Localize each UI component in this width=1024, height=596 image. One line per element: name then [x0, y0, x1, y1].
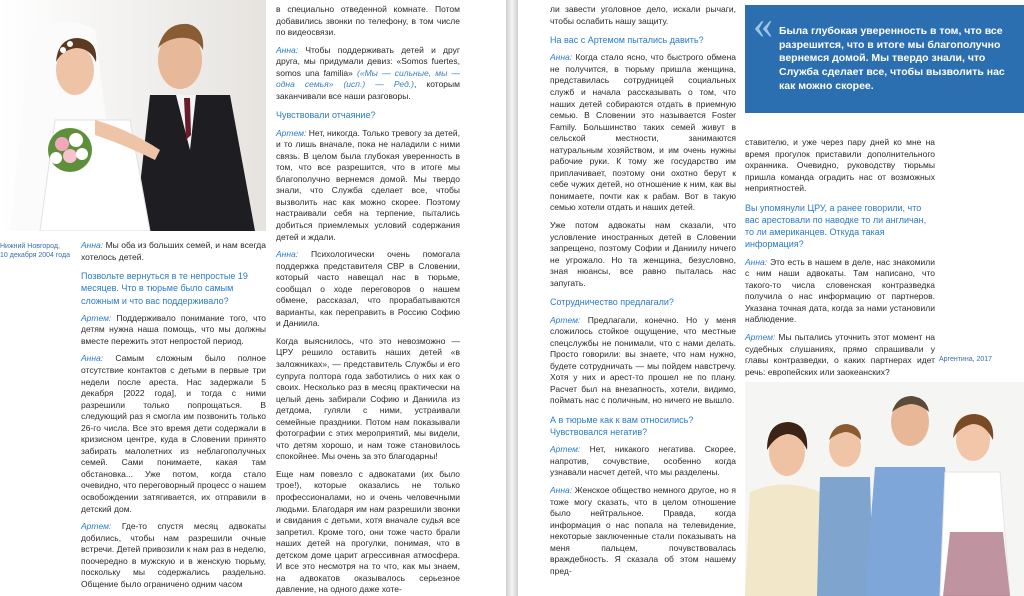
- speaker-label: Артем:: [550, 444, 581, 455]
- speaker-label: Анна:: [81, 353, 104, 364]
- speaker-label: Анна:: [550, 484, 573, 495]
- paragraph-text: Психологически очень помогала поддержка представителя СВР в Словении, который часто навещал нас в тюрьме, сообщал о ходе переговоров о нашем обмене, рассказал, что прорабатываются варианты, как переправить в Россию Софию и Даниила.: [276, 249, 460, 329]
- interview-paragraph: [550, 315, 736, 407]
- paragraph-text: Мы оба из больших семей, и нам всегда хотелось детей.: [81, 240, 266, 262]
- paragraph-text: ставителю, и уже через пару дней ко мне на время прогулок приставили дополнительного охранника. Очевидно, руководству тюрьмы пришла команда оградить нас от возможных неприятностей.: [745, 137, 935, 194]
- interview-paragraph: [550, 485, 736, 577]
- spread-gutter: [506, 0, 518, 596]
- paragraph-text: Когда стало ясно, что быстрого обмена не получится, в тюрьму пришла женщина, представилась сотрудницей социальных служб и начала рассказывать о том, что наших детей собираются отдать в приемную семью. В Словении это называется Foster Family. Большинство таких семей живут в сельской местности, занимаются натуральным хозяйством, и им очень нужны рабочие руки. К тому же государство им приплачивает, поэтому они охотно берут к себе чужих детей, но отношение к ним, как вы понимаете, почти как к рабам. Вот в такую семью хотели отдать и наших детей.: [550, 52, 736, 213]
- paragraph-text: Самым сложным было полное отсутствие контактов с детьми в первые три недели после ареста. Нас задержали 5 декабря [2022 года], и тогда с ними разрешили только попрощаться. В следующий раз я смогла им позвонить только 26-го числа. Все это время дети содержали в кризисном центре, куда в Словении принято забирать малолетних из неблагополучных семей. Сами понимаете, какая там обстановка... Уже потом, когда стало очевидно, что переговорный процесс о нашем освобождении затягивается, их отправили в детский дом.: [81, 353, 266, 514]
- wedding-photo-caption: Нижний Новгород, 10 декабря 2004 года: [0, 243, 71, 260]
- pull-quote-text: Была глубокая уверенность в том, что все разрешится, что в итоге мы благополучно вернемся домой. Мы твердо знали, что Служба сделает все, чтобы вызволить нас как можно скорее.: [779, 25, 1005, 92]
- interview-paragraph: [550, 444, 736, 479]
- editor-note: («Мы — сильные, мы — одна семья» (исп.) — Ред.): [276, 67, 460, 90]
- interview-paragraph: [81, 313, 266, 348]
- speaker-label: Артем:: [550, 314, 581, 325]
- pull-quote-box: [745, 2, 1024, 113]
- paragraph-text: Это есть в нашем в деле, нас знакомили с ним наши адвокаты. Там написано, что такого-то числа словенская контразведка получила о нас информацию от партнеров. Указана точная дата, когда за нами установили наблюдение.: [745, 256, 935, 325]
- speaker-label: Анна:: [745, 256, 768, 267]
- paragraph-text: Женское общество немного другое, но я тоже могу сказать, что в целом отношение было нейтральное. Правда, когда информация о нас попала на телевидение, некоторые заключенные стали показывать на меня пальцем, почувствовалась враждебность. Я сказала об этом нашему пред-: [550, 484, 736, 576]
- paragraph-text-continued: , которым заканчивали все наши разговоры.: [276, 79, 460, 101]
- right-column-2: [745, 137, 935, 384]
- interview-paragraph: [276, 4, 460, 39]
- paragraph-text: Чтобы поддерживать детей и друг друга, мы придумали девиз: «Somos fuertes, somos una familia»: [276, 44, 460, 78]
- speaker-label: Анна:: [276, 249, 299, 260]
- speaker-label: Артем:: [745, 331, 776, 342]
- family-photo: [745, 382, 1024, 596]
- speaker-label: Анна:: [550, 52, 573, 63]
- paragraph-text: Предлагали, конечно. Но у меня сложилось стойкое ощущение, что местные спецслужбы не понимали, что с нами делать. Просто говорили: вы знаете, что нам нужно, будете сотрудничать — мы пойдем навстречу. Хотя у них и арест-то прошел не по плану. Расчет был на внезапность, хотели, видимо, поймать нас с поличным, но ничего не вышло.: [550, 314, 736, 406]
- interview-paragraph: [81, 353, 266, 515]
- interview-paragraph: [276, 45, 460, 103]
- paragraph-text: Мы пытались уточнить этот момент на судебных слушаниях, прямо спрашивали у главы контразведки, о каких партнерах идет речь: европейских или заокеанских?: [745, 331, 935, 377]
- interview-paragraph: [550, 52, 736, 214]
- interview-paragraph: [81, 521, 266, 590]
- quote-mark-icon: «: [753, 2, 773, 47]
- family-photo-caption: Аргентина, 2017: [939, 356, 993, 363]
- interview-paragraph: [276, 249, 460, 330]
- interview-question: Позвольте вернуться в те непростые 19 месяцев. Что в тюрьме было самым сложным и что вас поддерживало?: [81, 271, 248, 306]
- interview-paragraph: [81, 240, 266, 263]
- interview-question: Сотрудничество предлагали?: [550, 297, 674, 308]
- family-photo-illustration: [745, 382, 1024, 596]
- interview-question: Чувствовали отчаяние?: [276, 110, 376, 121]
- paragraph-text: Когда выяснилось, что это невозможно — ЦРУ решило оставить наших детей «в заложниках», — представитель Службы и его супруга полтора года заботились о них как о своих. Несколько раз в месяц практически на целый день забирали Софию и Даниила из детдома, гуляли с ними, устраивали семейные праздники. Потом нам показывали фотографии с этих мероприятий, мы видели, что детям хорошо, и нам тоже становилось спокойнее. Мы очень за это благодарны!: [276, 335, 460, 462]
- paragraph-text: ли завести уголовное дело, искали рычаги, чтобы ослабить нашу защиту.: [550, 4, 736, 26]
- speaker-label: Анна:: [81, 240, 104, 250]
- interview-paragraph: [276, 336, 460, 463]
- left-column-2: [276, 4, 460, 596]
- interview-paragraph: [745, 137, 935, 195]
- paragraph-text: Еще нам повезло с адвокатами (их было трое!), которые оказались не только профессионалами, но и очень человечными людьми. Благодаря им нам разрешили звонки и свидания с детьми, хотя вначале судья все запретил. Кроме того, они тоже часто брали наших детей на прогулки, понимая, что в детском доме царит агрессивная атмосфера. И все это несмотря на то что, как мы знаем, на адвокатов оказывалось серьезное давление, на одного даже хоте-: [276, 468, 460, 595]
- wedding-photo-illustration: [0, 0, 266, 231]
- interview-question: На вас с Артемом пытались давить?: [550, 35, 704, 46]
- speaker-label: Анна:: [276, 44, 299, 55]
- wedding-photo: [0, 0, 266, 231]
- paragraph-text: Нет, никогда. Только тревогу за детей, и то лишь вначале, пока не наладили с ними связь. В целом была глубокая уверенность в том, что все разрешится, что в итоге мы благополучно вернемся домой. Мы твердо знали, что Служба сделает все, чтобы вызволить нас как можно скорее. Поэтому настраивали себя на терпение, пытались добиться приемлемых условий содержания детей и ждали.: [276, 127, 460, 242]
- interview-paragraph: [550, 4, 736, 27]
- speaker-label: Артем:: [81, 521, 112, 532]
- paragraph-text: Где-то спустя месяц адвокаты добились, чтобы нам разрешили очные встречи. Детей привозили к нам раз в неделю, поочередно в мужскую и в женскую тюрьму, поскольку мы содержались раздельно. Общение было ограничено одним часом: [81, 521, 266, 589]
- paragraph-text: Уже потом адвокаты нам сказали, что условление иностранных детей в Словении запрещено, поэтому Софии и Даниилу ничего не угрожало. Но та женщина, безусловно, зная нюансы, все равно пыталась нас запугать.: [550, 219, 736, 288]
- paragraph-text: в специально отведенной комнате. Потом добавились звонки по телефону, в том числе по видеосвязи.: [276, 4, 460, 38]
- right-column-1: [550, 4, 736, 583]
- speaker-label: Артем:: [81, 312, 112, 323]
- interview-paragraph: [276, 128, 460, 243]
- left-page: [0, 0, 506, 596]
- paragraph-text: Поддерживало понимание того, что детям нужна наша помощь, что мы должны вместе пережить этот непростой период.: [81, 312, 266, 346]
- interview-paragraph: [745, 332, 935, 378]
- speaker-label: Артем:: [276, 127, 307, 138]
- interview-question: Вы упомянули ЦРУ, а ранее говорили, что вас арестовали по наводке то ли англичан, то ли американцев. Откуда такая информация?: [745, 202, 927, 250]
- left-column-1: [81, 240, 266, 596]
- interview-paragraph: [745, 257, 935, 326]
- interview-paragraph: [550, 220, 736, 289]
- interview-question: А в тюрьме как к вам относились? Чувствовался негатив?: [550, 414, 694, 438]
- paragraph-text: Нет, никакого негатива. Скорее, напротив, сочувствие, особенно когда узнавали насчет детей, что мы разделены.: [550, 444, 736, 478]
- interview-paragraph: [276, 469, 460, 596]
- right-page: [518, 0, 1024, 596]
